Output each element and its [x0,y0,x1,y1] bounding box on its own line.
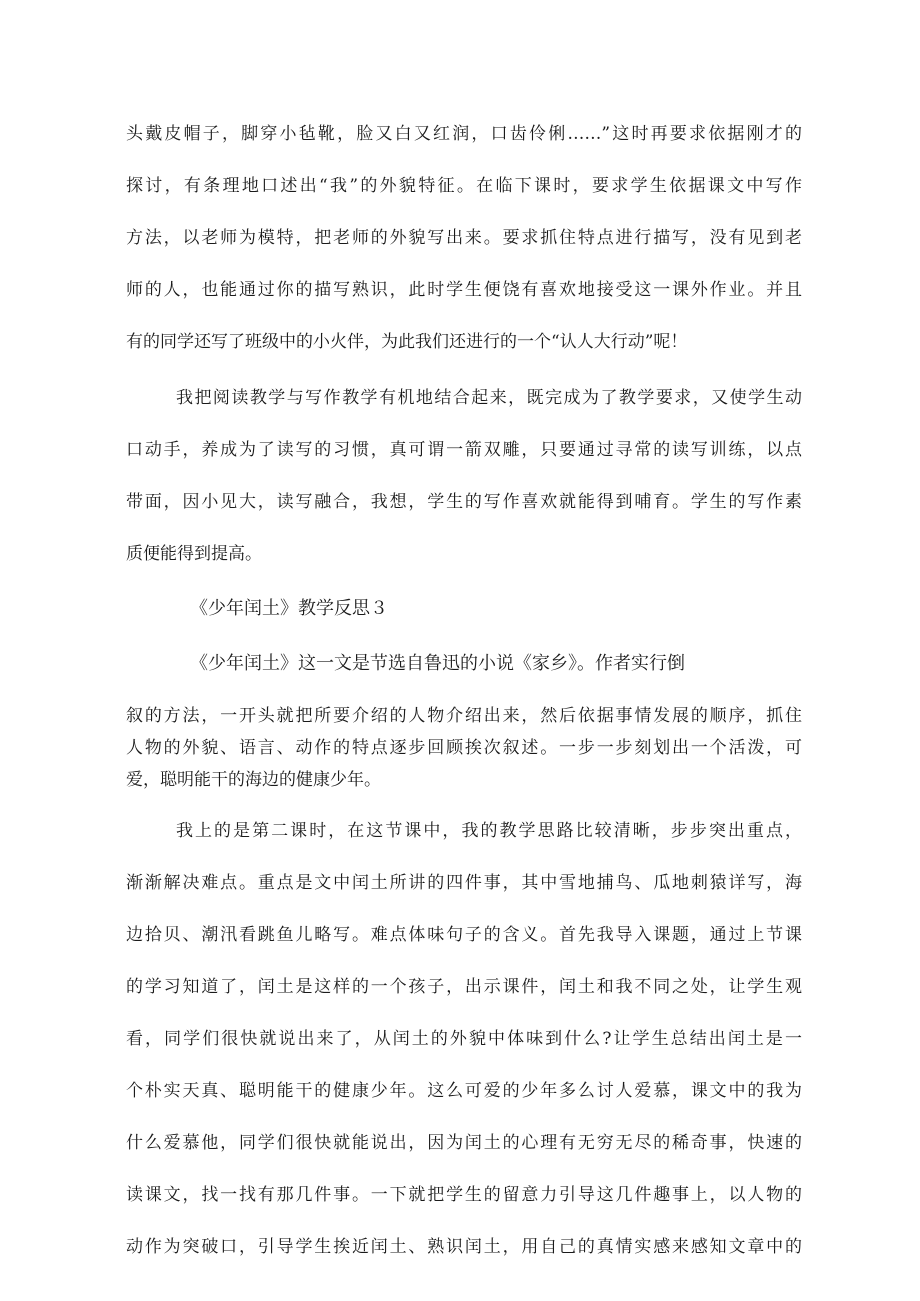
paragraph-line: 爱，聪明能干的海边的健康少年。 [126,770,381,790]
paragraph-line: 带面，因小见大，读写融合，我想，学生的写作喜欢就能得到哺育。学生的写作素 [126,492,802,512]
paragraph-line: 口动手，养成为了读写的习惯，真可谓一箭双雕，只要通过寻常的读写训练，以点 [126,440,802,460]
section-heading: 《少年闰土》教学反思３ [190,598,388,619]
paragraph-line: 动作为突破口，引导学生挨近闰土、熟识闰土，用自己的真情实感来感知文章中的 [126,1237,802,1257]
paragraph-line: 质便能得到提高。 [126,544,262,564]
paragraph-line: 《少年闰土》这一文是节选自鲁迅的小说《家乡》。作者实行倒 [190,653,685,674]
paragraph-line: 有的同学还写了班级中的小火伴，为此我们还进行的一个“认人大行动”呢！ [126,332,688,352]
paragraph-line: 叙的方法，一开头就把所要介绍的人物介绍出来，然后依据事情发展的顺序，抓住 [126,706,802,726]
paragraph-line: 的学习知道了，闰土是这样的一个孩子，出示课件，闰土和我不同之处，让学生观 [126,977,802,997]
paragraph-line: 读课文，找一找有那几件事。一下就把学生的留意力引导这几件趣事上，以人物的 [126,1185,802,1205]
paragraph-line: 我上的是第二课时，在这节课中，我的教学思路比较清晰，步步突出重点， [176,821,802,841]
paragraph-line: 方法，以老师为模特，把老师的外貌写出来。要求抓住特点进行描写，没有见到老 [126,228,802,248]
paragraph-line: 探讨，有条理地口述出“我”的外貌特征。在临下课时，要求学生依据课文中写作 [126,176,802,196]
paragraph-line: 我把阅读教学与写作教学有机地结合起来，既完成为了教学要求，又使学生动 [176,388,802,408]
paragraph-line: 看，同学们很快就说出来了，从闰土的外貌中体味到什么?让学生总结出闰土是一 [126,1029,802,1049]
paragraph-line: 头戴皮帽子，脚穿小毡靴，脸又白又红润，口齿伶俐……”这时再要求依据刚才的 [126,124,802,144]
paragraph-line: 人物的外貌、语言、动作的特点逐步回顾挨次叙述。一步一步刻划出一个活泼，可 [126,738,802,758]
paragraph-line: 边拾贝、潮汛看跳鱼儿略写。难点体味句子的含义。首先我导入课题，通过上节课 [126,925,802,945]
paragraph-line: 师的人，也能通过你的描写熟识，此时学生便饶有喜欢地接受这一课外作业。并且 [126,280,802,300]
paragraph-line: 个朴实天真、聪明能干的健康少年。这么可爱的少年多么讨人爱慕，课文中的我为 [126,1081,802,1101]
paragraph-line: 渐渐解决难点。重点是文中闰土所讲的四件事，其中雪地捕鸟、瓜地刺猿详写，海 [126,873,802,893]
paragraph-line: 什么爱慕他，同学们很快就能说出，因为闰土的心理有无穷无尽的稀奇事，快速的 [126,1133,802,1153]
